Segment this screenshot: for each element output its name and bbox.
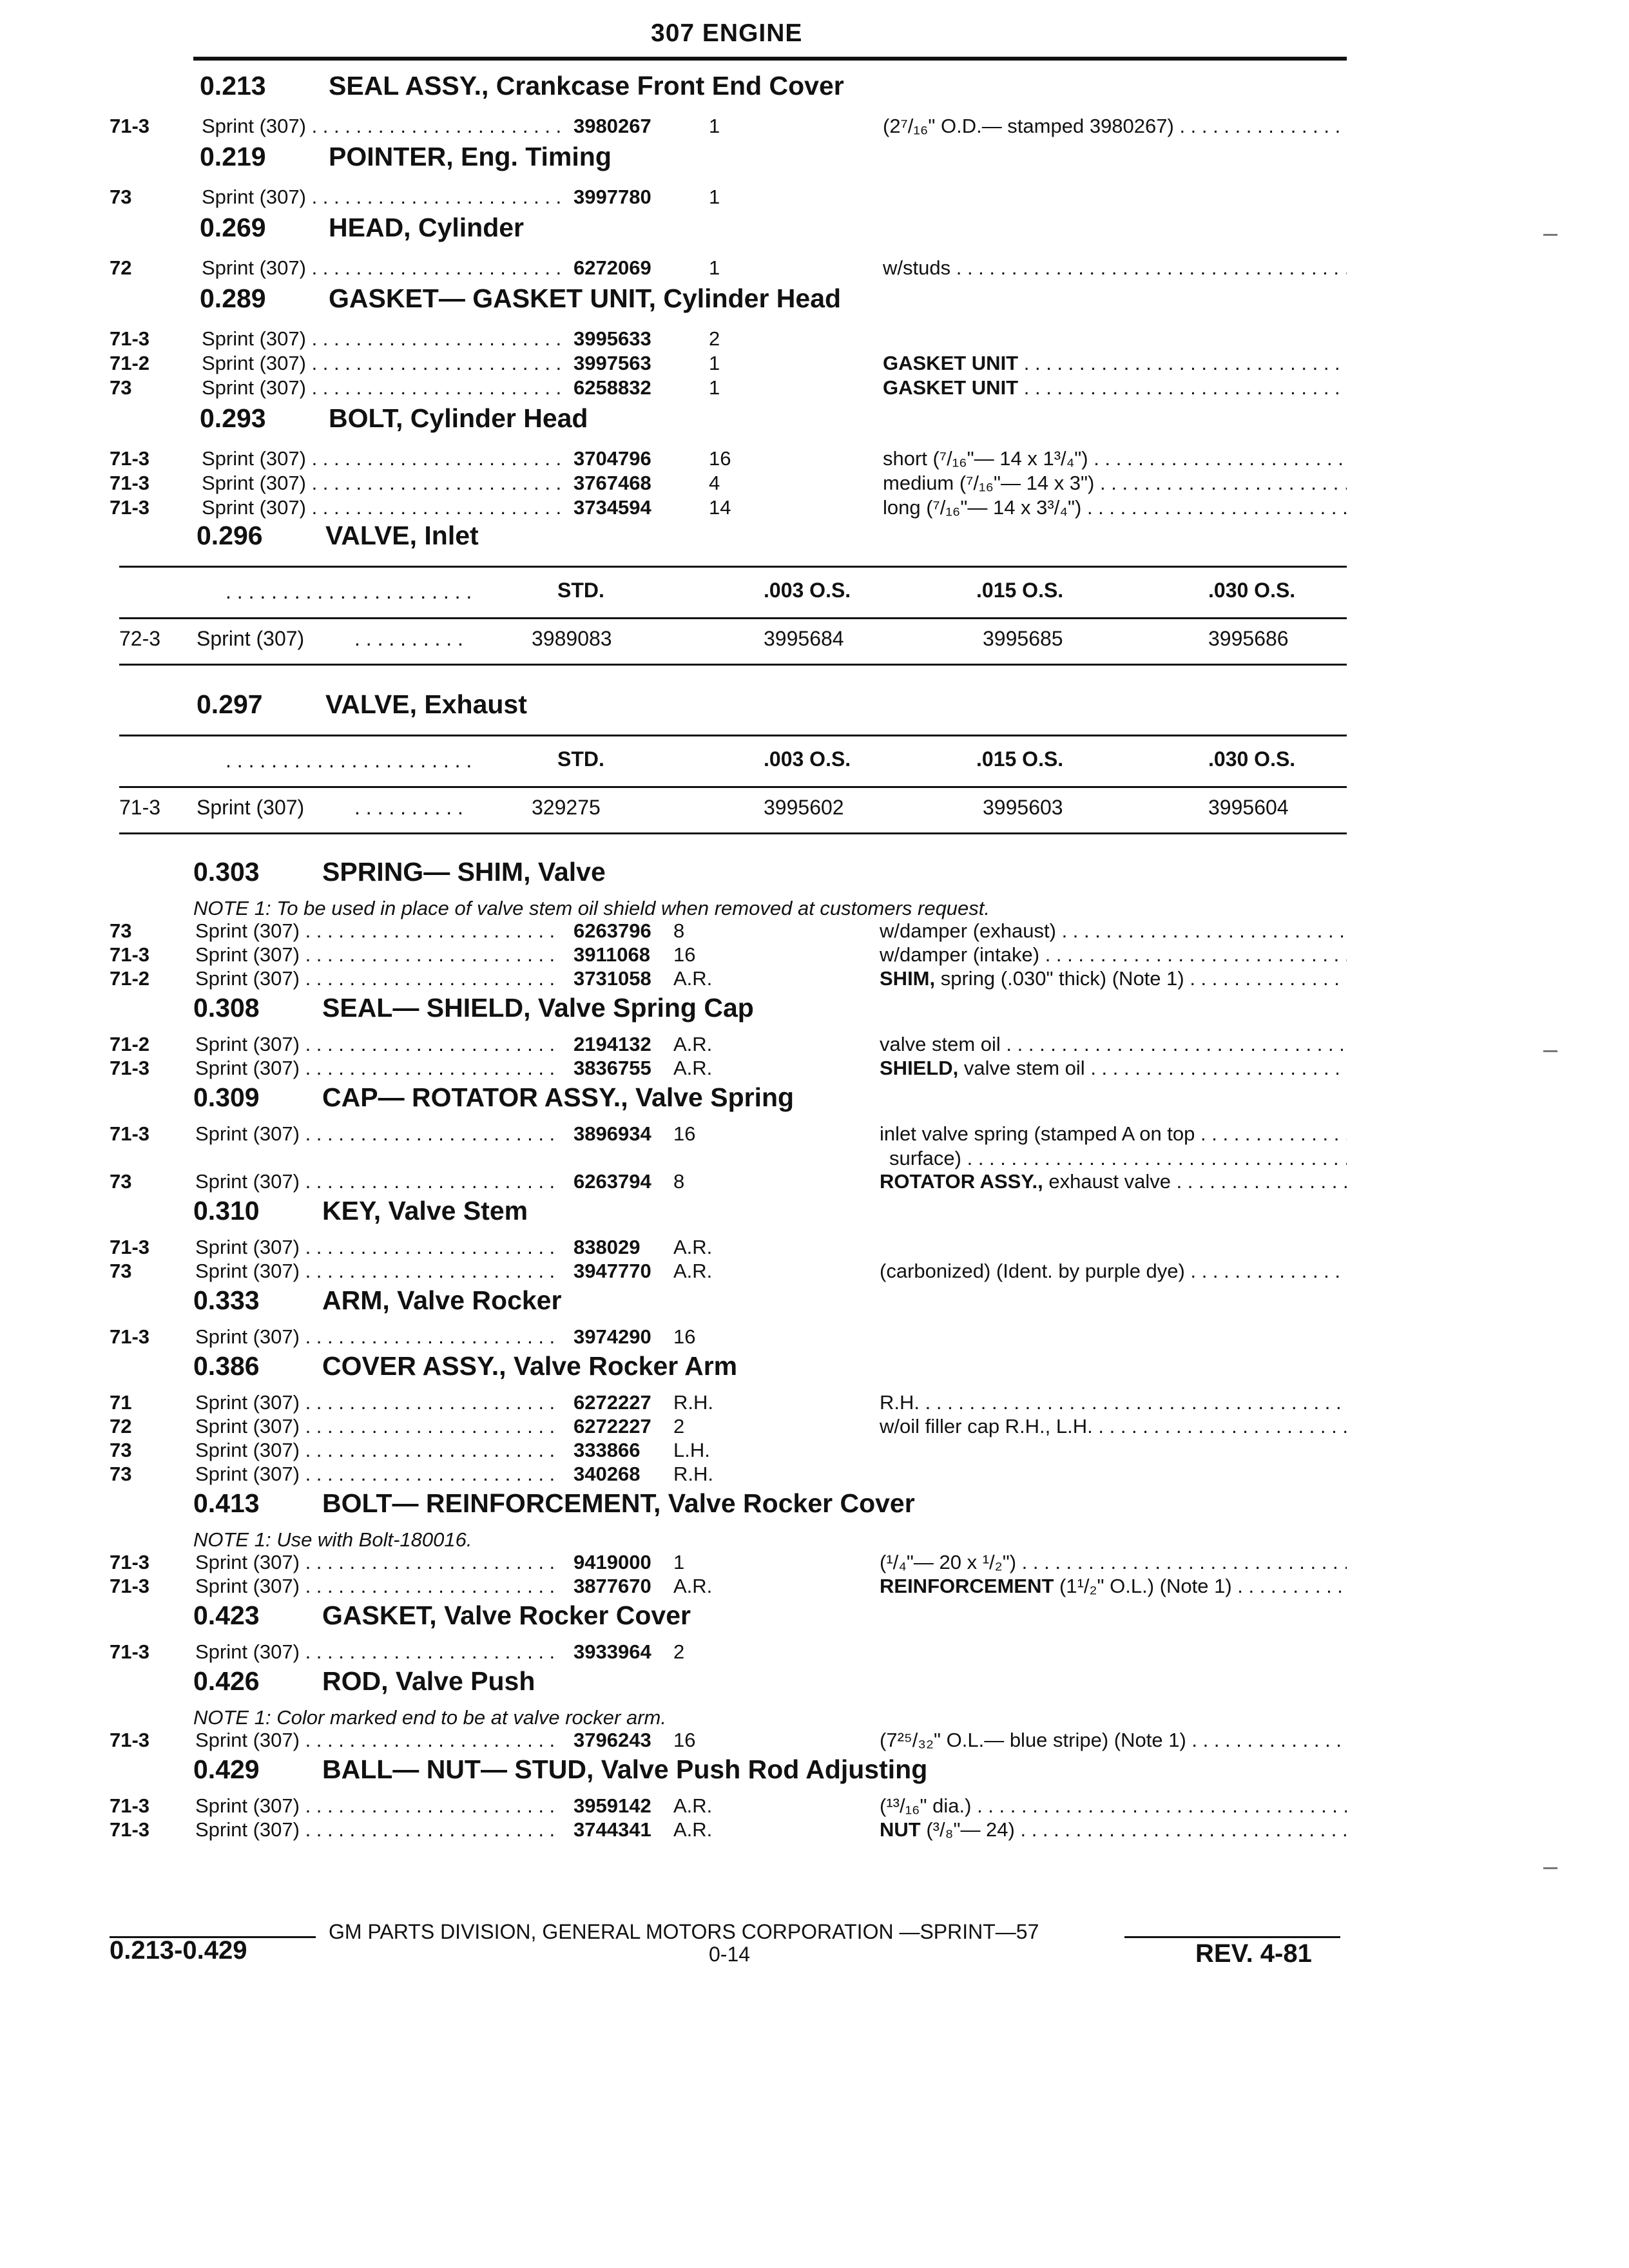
description [883, 256, 1347, 280]
table-row [110, 256, 1347, 281]
year-range: 73 [110, 919, 132, 942]
section-title: GASKET— GASKET UNIT, Cylinder Head [329, 284, 842, 313]
model-name: Sprint (307) . . . [195, 1325, 562, 1349]
section-heading [200, 71, 844, 101]
description [880, 967, 1347, 990]
table-row-continued [110, 1147, 1347, 1171]
table-rule-bottom [119, 832, 1347, 834]
table-row [110, 327, 1347, 352]
table-row [110, 472, 1347, 496]
quantity: 16 [673, 1729, 696, 1751]
quantity: 2 [673, 1415, 685, 1437]
year-range: 71 [110, 1391, 132, 1414]
column-header: .015 O.S. [976, 579, 1064, 602]
section-title: BOLT— REINFORCEMENT, Valve Rocker Cover [322, 1488, 915, 1518]
part-number: 3997563 [574, 352, 651, 374]
description-text: long (⁷/₁₆"— 14 x 3³/₄") [883, 496, 1082, 519]
section-heading [193, 857, 606, 887]
description-text: w/oil filler cap R.H., L.H. [880, 1415, 1093, 1437]
quantity: 2 [709, 327, 720, 350]
section-heading [197, 521, 479, 551]
section-heading [193, 1600, 691, 1631]
quantity: 1 [709, 376, 720, 399]
model-name: Sprint (307) . . . [195, 1729, 562, 1752]
part-number: 333866 [574, 1439, 641, 1461]
year-range: 73 [110, 186, 132, 208]
part-number: 3933964 [574, 1640, 651, 1663]
title-rule [193, 57, 1347, 61]
section-title: SEAL ASSY., Crankcase Front End Cover [329, 71, 844, 101]
column-header: STD. [557, 747, 604, 771]
table-row [110, 115, 1347, 139]
footer-text: GM PARTS DIVISION, GENERAL MOTORS CORPORATION —SPRINT—57 [329, 1920, 1039, 1943]
part-number: 6272227 [574, 1391, 651, 1414]
table-row [110, 1794, 1347, 1819]
model-name: Sprint (307) [197, 627, 305, 650]
column-header: STD. [557, 579, 604, 602]
year-range: 71-3 [110, 1325, 150, 1348]
description-text: R.H. [880, 1391, 920, 1414]
model-name: Sprint (307) . . . [195, 1818, 562, 1841]
description-text: medium (⁷/₁₆"— 14 x 3") [883, 472, 1095, 494]
part-number: 6272069 [574, 256, 651, 279]
section-code: 0.219 [200, 142, 266, 171]
description-bold: NUT [880, 1818, 921, 1841]
table-row [110, 1729, 1347, 1753]
part-number: 838029 [574, 1236, 641, 1258]
part-number: 6263794 [574, 1170, 651, 1193]
table-row [110, 1033, 1347, 1057]
description-bold: GASKET UNIT [883, 376, 1019, 399]
model-name: Sprint (307) . . . [202, 376, 562, 399]
part-number: 3995685 [983, 627, 1063, 650]
description-text: (7²⁵/₃₂" O.L.— blue stripe) (Note 1) [880, 1729, 1186, 1751]
year-range: 71-3 [110, 496, 150, 519]
quantity: A.R. [673, 1794, 713, 1817]
year-range: 71-2 [110, 1033, 150, 1055]
year-range: 71-3 [110, 943, 150, 966]
section-code: 0.413 [193, 1488, 260, 1518]
valve-table [119, 735, 1347, 834]
section-heading [200, 213, 524, 243]
part-number: 3995602 [764, 796, 844, 819]
table-row [110, 1640, 1347, 1665]
quantity: A.R. [673, 1033, 713, 1055]
model-name: Sprint (307) . . . [202, 256, 562, 280]
description-text: valve stem oil [880, 1033, 1001, 1055]
section-heading [193, 1196, 528, 1226]
description-text: spring (.030" thick) (Note 1) [935, 967, 1184, 990]
description-text: w/damper (intake) [880, 943, 1040, 966]
page-title: 307 ENGINE [651, 19, 803, 47]
section-code: 0.213 [200, 71, 266, 101]
part-number: 3734594 [574, 496, 651, 519]
margin-mark [1543, 234, 1557, 236]
year-range: 71-3 [110, 472, 150, 494]
part-number: 6263796 [574, 919, 651, 942]
description-bold: ROTATOR ASSY., [880, 1170, 1043, 1193]
table-row [110, 1236, 1347, 1260]
section-title: HEAD, Cylinder [329, 213, 524, 242]
section-title: VALVE, Exhaust [325, 689, 527, 719]
part-number: 3980267 [574, 115, 651, 137]
model-name: Sprint (307) . . . [195, 943, 562, 966]
year-range: 71-2 [110, 967, 150, 990]
part-number: 3767468 [574, 472, 651, 494]
table-rule-top [119, 735, 1347, 736]
table-row [110, 1415, 1347, 1439]
quantity: A.R. [673, 1260, 713, 1282]
table-row [110, 1463, 1347, 1487]
section-heading [193, 1351, 737, 1381]
model-name: Sprint (307) . . . [202, 352, 562, 375]
section-heading [193, 1666, 535, 1696]
model-dots: . . . . . . . . . . [354, 796, 463, 819]
description-bold: GASKET UNIT [883, 352, 1019, 374]
model-name: Sprint (307) . . . [202, 327, 562, 351]
year-range: 71-3 [110, 1640, 150, 1663]
margin-mark [1543, 1050, 1557, 1052]
year-range: 71-3 [110, 1818, 150, 1841]
section-code: 0.423 [193, 1600, 260, 1630]
footer-revision: REV. 4-81 [1195, 1939, 1312, 1968]
year-range: 71-3 [110, 1729, 150, 1751]
section-code: 0.308 [193, 993, 260, 1023]
section-code: 0.289 [200, 284, 266, 313]
description-text: (2⁷/₁₆" O.D.— stamped 3980267) [883, 115, 1174, 137]
section-heading [193, 1754, 927, 1785]
year-range: 71-3 [110, 447, 150, 470]
description-bold: SHIM, [880, 967, 936, 990]
description [880, 1057, 1347, 1080]
year-range: 72 [110, 256, 132, 279]
model-name: Sprint (307) . . . [195, 1122, 562, 1146]
part-number: 3995604 [1208, 796, 1289, 819]
table-row [110, 1325, 1347, 1350]
year-range: 71-3 [110, 115, 150, 137]
table-rule-mid [119, 786, 1347, 788]
section-heading [200, 284, 841, 314]
quantity: 1 [709, 256, 720, 279]
description [880, 1033, 1347, 1056]
column-header: .030 O.S. [1208, 747, 1296, 771]
table-row [110, 352, 1347, 376]
model-name: Sprint (307) . . . [195, 1057, 562, 1080]
section-code: 0.297 [197, 689, 263, 719]
description [883, 447, 1347, 470]
description-bold: SHIELD, [880, 1057, 959, 1079]
section-title: GASKET, Valve Rocker Cover [322, 1600, 691, 1630]
section-code: 0.333 [193, 1285, 260, 1315]
model-name: Sprint (307) . . . [195, 1033, 562, 1056]
model-name: Sprint (307) . . . [195, 1640, 562, 1664]
year-range: 73 [110, 1439, 132, 1461]
quantity: A.R. [673, 1057, 713, 1079]
section-note: NOTE 1: Color marked end to be at valve rocker arm. [193, 1706, 666, 1729]
section-code: 0.386 [193, 1351, 260, 1381]
description-text: w/studs [883, 256, 951, 279]
part-number: 3704796 [574, 447, 651, 470]
quantity: 8 [673, 919, 685, 942]
year-range: 73 [110, 1170, 132, 1193]
table-row [110, 1122, 1347, 1147]
quantity: R.H. [673, 1391, 713, 1414]
description-text: short (⁷/₁₆"— 14 x 1³/₄") [883, 447, 1088, 470]
year-range: 71-3 [110, 1794, 150, 1817]
quantity: 1 [673, 1551, 685, 1573]
table-row [110, 943, 1347, 968]
model-name: Sprint (307) . . . [195, 1463, 562, 1486]
description [880, 1122, 1347, 1146]
section-title: COVER ASSY., Valve Rocker Arm [322, 1351, 738, 1381]
section-heading [193, 993, 754, 1023]
part-number: 6272227 [574, 1415, 651, 1437]
table-row [110, 496, 1347, 521]
section-heading [197, 689, 527, 720]
part-number: 2194132 [574, 1033, 651, 1055]
table-row [110, 1575, 1347, 1599]
header-dots: . . . . . . . . . . . . . . . . . . . . . . [226, 580, 472, 603]
part-number: 329275 [532, 796, 601, 819]
quantity: 14 [709, 496, 731, 519]
description [880, 1391, 1347, 1414]
part-number: 3896934 [574, 1122, 651, 1145]
part-number: 3911068 [574, 943, 650, 966]
table-row [110, 967, 1347, 992]
column-header: .003 O.S. [764, 579, 851, 602]
section-title: VALVE, Inlet [325, 521, 479, 550]
year-range: 71-3 [119, 796, 161, 819]
year-range: 72-3 [119, 627, 161, 650]
description [880, 1551, 1347, 1574]
section-title: POINTER, Eng. Timing [329, 142, 612, 171]
column-header: .015 O.S. [976, 747, 1064, 771]
section-heading [200, 142, 612, 172]
column-header: .003 O.S. [764, 747, 851, 771]
table-row [110, 919, 1347, 944]
quantity: 4 [709, 472, 720, 494]
section-heading [193, 1285, 561, 1316]
quantity: 16 [709, 447, 731, 470]
year-range: 73 [110, 1260, 132, 1282]
header-dots: . . . . . . . . . . . . . . . . . . . . . . [226, 749, 472, 772]
part-number: 3974290 [574, 1325, 651, 1348]
year-range: 71-3 [110, 1575, 150, 1597]
table-row [110, 186, 1347, 210]
section-title: ARM, Valve Rocker [322, 1285, 562, 1315]
section-code: 0.426 [193, 1666, 260, 1696]
section-note: NOTE 1: Use with Bolt-180016. [193, 1528, 472, 1551]
section-note: NOTE 1: To be used in place of valve stem oil shield when removed at customers request. [193, 897, 990, 919]
table-rule-mid [119, 617, 1347, 619]
table-row [110, 376, 1347, 401]
description-continued: surface) . . . [889, 1147, 1347, 1170]
model-name: Sprint (307) . . . [195, 1170, 562, 1193]
description [880, 1415, 1347, 1438]
section-code: 0.309 [193, 1082, 260, 1112]
description-text: (1¹/₂" O.L.) (Note 1) [1054, 1575, 1232, 1597]
year-range: 71-3 [110, 1057, 150, 1079]
table-row [110, 1260, 1347, 1284]
part-number: 9419000 [574, 1551, 651, 1573]
quantity: 2 [673, 1640, 685, 1663]
quantity: 1 [709, 115, 720, 137]
section-code: 0.269 [200, 213, 266, 242]
quantity: A.R. [673, 1575, 713, 1597]
model-name: Sprint (307) . . . [202, 447, 562, 470]
description-text: (¹³/₁₆" dia.) [880, 1794, 972, 1817]
model-name: Sprint (307) . . . [202, 472, 562, 495]
description-text: (carbonized) (Ident. by purple dye) [880, 1260, 1185, 1282]
description [880, 1729, 1347, 1752]
quantity: A.R. [673, 1236, 713, 1258]
model-name: Sprint (307) . . . [202, 496, 562, 519]
model-name: Sprint (307) . . . [195, 1391, 562, 1414]
part-number: 3995603 [983, 796, 1063, 819]
quantity: A.R. [673, 967, 713, 990]
part-number: 3959142 [574, 1794, 651, 1817]
model-name: Sprint (307) [197, 796, 305, 819]
description-text: inlet valve spring (stamped A on top [880, 1122, 1195, 1145]
description-text: exhaust valve [1043, 1170, 1171, 1193]
footer-rule-right [1124, 1936, 1340, 1938]
quantity: 8 [673, 1170, 685, 1193]
section-title: SEAL— SHIELD, Valve Spring Cap [322, 993, 754, 1023]
model-name: Sprint (307) . . . [195, 1551, 562, 1574]
quantity: 16 [673, 943, 696, 966]
section-title: CAP— ROTATOR ASSY., Valve Spring [322, 1082, 795, 1112]
footer-range: 0.213-0.429 [110, 1936, 247, 1965]
description [883, 472, 1347, 495]
description [880, 1818, 1347, 1841]
quantity: R.H. [673, 1463, 713, 1485]
description-text: w/damper (exhaust) [880, 919, 1056, 942]
footer-page-number: 0-14 [709, 1943, 751, 1966]
part-number: 3744341 [574, 1818, 651, 1841]
description [883, 115, 1347, 138]
section-title: BOLT, Cylinder Head [329, 403, 588, 433]
section-code: 0.429 [193, 1754, 260, 1784]
quantity: L.H. [673, 1439, 710, 1461]
table-row [110, 1818, 1347, 1843]
table-rule-bottom [119, 664, 1347, 666]
model-name: Sprint (307) . . . [195, 1236, 562, 1259]
table-row [110, 1170, 1347, 1195]
model-name: Sprint (307) . . . [202, 115, 562, 138]
section-title: SPRING— SHIM, Valve [322, 857, 606, 887]
margin-mark [1543, 1867, 1557, 1869]
model-dots: . . . . . . . . . . [354, 627, 463, 650]
year-range: 73 [110, 376, 132, 399]
part-number: 3995684 [764, 627, 844, 650]
model-name: Sprint (307) . . . [202, 186, 562, 209]
section-code: 0.296 [197, 521, 263, 550]
section-title: KEY, Valve Stem [322, 1196, 528, 1225]
table-rule-top [119, 566, 1347, 568]
part-number: 3836755 [574, 1057, 651, 1079]
table-row [110, 1551, 1347, 1575]
part-number: 3995686 [1208, 627, 1289, 650]
quantity: 16 [673, 1122, 696, 1145]
description [883, 376, 1347, 399]
year-range: 72 [110, 1415, 132, 1437]
part-number: 3947770 [574, 1260, 651, 1282]
table-row [110, 1057, 1347, 1081]
model-name: Sprint (307) . . . [195, 919, 562, 943]
part-number: 3877670 [574, 1575, 651, 1597]
column-header: .030 O.S. [1208, 579, 1296, 602]
description [880, 919, 1347, 943]
description [883, 496, 1347, 519]
description [880, 1575, 1347, 1598]
description [880, 1260, 1347, 1283]
table-row [110, 1439, 1347, 1463]
part-number: 340268 [574, 1463, 641, 1485]
quantity: 1 [709, 186, 720, 208]
section-code: 0.310 [193, 1196, 260, 1225]
quantity: 16 [673, 1325, 696, 1348]
description-text: (¹/₄"— 20 x ¹/₂") [880, 1551, 1017, 1573]
part-number: 6258832 [574, 376, 651, 399]
table-row [110, 1391, 1347, 1416]
description [880, 1794, 1347, 1818]
part-number: 3731058 [574, 967, 651, 990]
description [880, 943, 1347, 966]
table-row [110, 447, 1347, 472]
year-range: 71-3 [110, 1551, 150, 1573]
year-range: 71-2 [110, 352, 150, 374]
section-heading [193, 1488, 915, 1519]
model-name: Sprint (307) . . . [195, 1794, 562, 1818]
quantity: 1 [709, 352, 720, 374]
part-number: 3989083 [532, 627, 612, 650]
section-heading [200, 403, 588, 434]
part-number: 3997780 [574, 186, 651, 208]
section-title: BALL— NUT— STUD, Valve Push Rod Adjusting [322, 1754, 928, 1784]
part-number: 3995633 [574, 327, 651, 350]
year-range: 71-3 [110, 327, 150, 350]
section-code: 0.293 [200, 403, 266, 433]
section-code: 0.303 [193, 857, 260, 887]
description [880, 1170, 1347, 1193]
model-name: Sprint (307) . . . [195, 1575, 562, 1598]
quantity: A.R. [673, 1818, 713, 1841]
year-range: 71-3 [110, 1236, 150, 1258]
description-text: (³/₈"— 24) [920, 1818, 1015, 1841]
year-range: 71-3 [110, 1122, 150, 1145]
section-heading [193, 1082, 794, 1113]
model-name: Sprint (307) . . . [195, 1415, 562, 1438]
model-name: Sprint (307) . . . [195, 1260, 562, 1283]
model-name: Sprint (307) . . . [195, 967, 562, 990]
section-title: ROD, Valve Push [322, 1666, 535, 1696]
description-bold: REINFORCEMENT [880, 1575, 1054, 1597]
year-range: 73 [110, 1463, 132, 1485]
part-number: 3796243 [574, 1729, 651, 1751]
description-text: valve stem oil [958, 1057, 1085, 1079]
description [883, 352, 1347, 375]
valve-table [119, 566, 1347, 666]
model-name: Sprint (307) . . . [195, 1439, 562, 1462]
